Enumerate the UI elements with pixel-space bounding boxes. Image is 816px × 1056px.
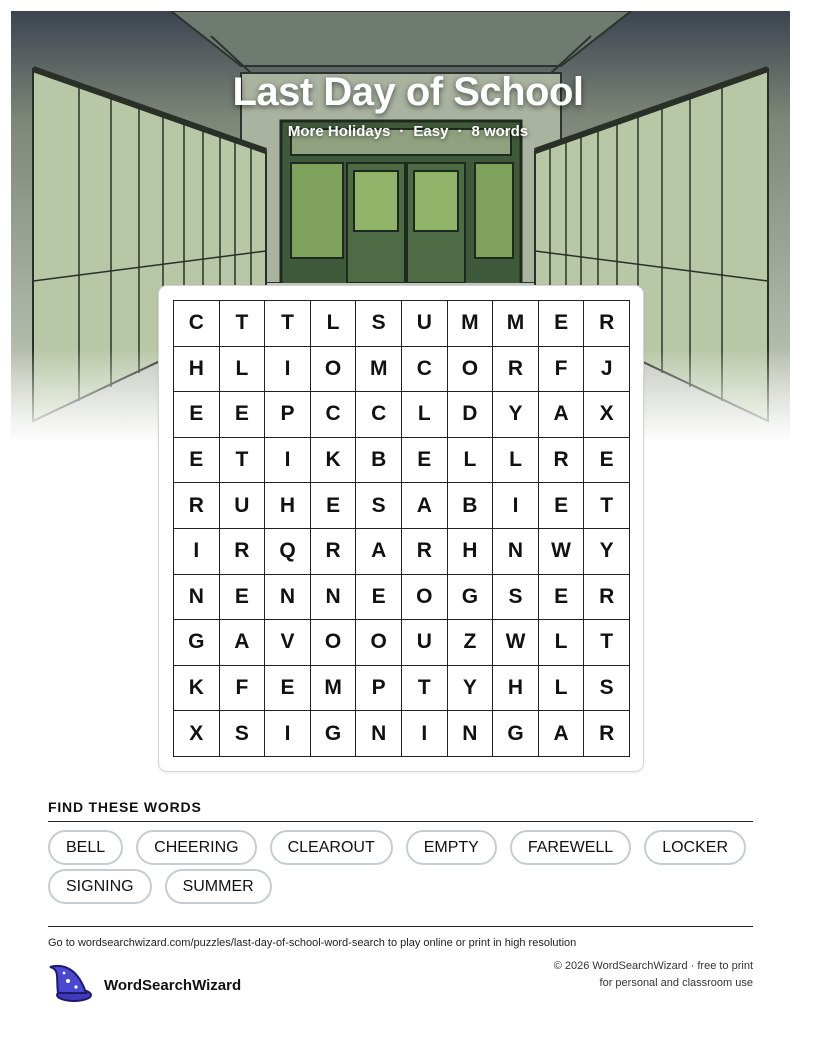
grid-cell[interactable]: G — [311, 711, 357, 757]
grid-cell[interactable]: R — [311, 529, 357, 575]
grid-cell[interactable]: K — [174, 666, 220, 712]
meta-separator: · — [399, 123, 405, 140]
grid-cell[interactable]: A — [539, 392, 585, 438]
grid-cell[interactable]: I — [265, 347, 311, 393]
footer-link[interactable]: Go to wordsearchwizard.com/puzzles/last-day-of-school-word-search to play online or print in high resolution — [48, 937, 577, 949]
grid-cell[interactable]: H — [493, 666, 539, 712]
grid-cell[interactable]: W — [493, 620, 539, 666]
grid-cell[interactable]: E — [539, 483, 585, 529]
divider — [48, 926, 753, 927]
grid-cell[interactable]: F — [220, 666, 266, 712]
category-link[interactable]: More Holidays — [287, 123, 391, 140]
grid-cell[interactable]: H — [265, 483, 311, 529]
grid-cell[interactable]: E — [584, 438, 630, 484]
grid-cell[interactable]: L — [220, 347, 266, 393]
grid-cell[interactable]: O — [448, 347, 494, 393]
grid-cell[interactable]: G — [174, 620, 220, 666]
grid-cell[interactable]: S — [584, 666, 630, 712]
grid-cell[interactable]: Y — [493, 392, 539, 438]
grid-cell[interactable]: I — [265, 438, 311, 484]
grid-cell[interactable]: R — [539, 438, 585, 484]
word-list — [48, 830, 753, 904]
grid-cell[interactable]: E — [174, 392, 220, 438]
letter-grid[interactable] — [173, 300, 630, 757]
grid-cell[interactable]: B — [356, 438, 402, 484]
word-pill: CLEAROUT — [270, 830, 393, 865]
grid-cell[interactable]: T — [584, 620, 630, 666]
grid-cell[interactable]: M — [356, 347, 402, 393]
grid-cell[interactable]: E — [539, 301, 585, 347]
grid-cell[interactable]: E — [356, 575, 402, 621]
difficulty-label: Easy — [413, 123, 449, 140]
grid-cell[interactable]: L — [311, 301, 357, 347]
grid-cell[interactable]: K — [311, 438, 357, 484]
puzzle-grid-card — [158, 285, 644, 772]
grid-cell[interactable]: Y — [584, 529, 630, 575]
grid-cell[interactable]: H — [174, 347, 220, 393]
grid-cell[interactable]: Y — [448, 666, 494, 712]
grid-cell[interactable]: A — [220, 620, 266, 666]
grid-cell[interactable]: F — [539, 347, 585, 393]
grid-cell[interactable]: T — [584, 483, 630, 529]
grid-cell[interactable]: U — [402, 620, 448, 666]
grid-cell[interactable]: L — [539, 666, 585, 712]
grid-cell[interactable]: P — [265, 392, 311, 438]
grid-cell[interactable]: B — [448, 483, 494, 529]
grid-cell[interactable]: V — [265, 620, 311, 666]
grid-cell[interactable]: Z — [448, 620, 494, 666]
grid-cell[interactable]: E — [220, 575, 266, 621]
grid-cell[interactable]: M — [448, 301, 494, 347]
grid-cell[interactable]: A — [356, 529, 402, 575]
grid-cell[interactable]: M — [311, 666, 357, 712]
grid-cell[interactable]: T — [220, 438, 266, 484]
grid-cell[interactable]: R — [220, 529, 266, 575]
grid-cell[interactable]: S — [220, 711, 266, 757]
grid-cell[interactable]: E — [539, 575, 585, 621]
word-list-heading: FIND THESE WORDS — [48, 799, 202, 815]
grid-cell[interactable]: I — [402, 711, 448, 757]
grid-cell[interactable]: E — [265, 666, 311, 712]
grid-cell[interactable]: M — [493, 301, 539, 347]
grid-cell[interactable]: R — [584, 301, 630, 347]
grid-cell[interactable]: E — [311, 483, 357, 529]
grid-cell[interactable]: P — [356, 666, 402, 712]
grid-cell[interactable]: C — [311, 392, 357, 438]
grid-cell[interactable]: C — [356, 392, 402, 438]
grid-cell[interactable]: I — [493, 483, 539, 529]
grid-cell[interactable]: N — [174, 575, 220, 621]
grid-cell[interactable]: A — [402, 483, 448, 529]
grid-cell[interactable]: S — [493, 575, 539, 621]
grid-cell[interactable]: G — [448, 575, 494, 621]
grid-cell[interactable]: D — [448, 392, 494, 438]
grid-cell[interactable]: Q — [265, 529, 311, 575]
word-pill: SUMMER — [165, 869, 272, 904]
divider — [48, 821, 753, 822]
grid-cell[interactable]: I — [265, 711, 311, 757]
grid-cell[interactable]: X — [584, 392, 630, 438]
word-pill: CHEERING — [136, 830, 256, 865]
grid-cell[interactable]: R — [174, 483, 220, 529]
grid-cell[interactable]: I — [174, 529, 220, 575]
grid-cell[interactable]: R — [493, 347, 539, 393]
grid-cell[interactable]: W — [539, 529, 585, 575]
grid-cell[interactable]: T — [265, 301, 311, 347]
grid-cell[interactable]: A — [539, 711, 585, 757]
word-pill: LOCKER — [644, 830, 746, 865]
grid-cell[interactable]: G — [493, 711, 539, 757]
grid-cell[interactable]: O — [311, 347, 357, 393]
grid-cell[interactable]: C — [402, 347, 448, 393]
grid-cell[interactable]: T — [402, 666, 448, 712]
word-pill: BELL — [48, 830, 123, 865]
word-pill: EMPTY — [406, 830, 497, 865]
grid-cell[interactable]: L — [402, 392, 448, 438]
grid-cell[interactable]: N — [493, 529, 539, 575]
grid-cell[interactable]: R — [584, 575, 630, 621]
grid-cell[interactable]: S — [356, 301, 402, 347]
grid-cell[interactable]: S — [356, 483, 402, 529]
grid-cell[interactable]: J — [584, 347, 630, 393]
wizard-hat-icon — [48, 963, 92, 1008]
grid-cell[interactable]: L — [448, 438, 494, 484]
brand[interactable] — [48, 963, 241, 1008]
meta-separator: · — [457, 123, 463, 140]
copyright-notice: © 2026 WordSearchWizard · free to print for personal and classroom use — [553, 960, 753, 989]
puzzle-title: Last Day of School — [232, 70, 584, 114]
brand-name: WordSearchWizard — [104, 977, 242, 994]
grid-cell[interactable]: O — [356, 620, 402, 666]
grid-cell[interactable]: U — [402, 301, 448, 347]
grid-cell[interactable]: H — [448, 529, 494, 575]
grid-cell[interactable]: N — [311, 575, 357, 621]
grid-cell[interactable]: R — [584, 711, 630, 757]
word-pill: FAREWELL — [510, 830, 631, 865]
word-count-label: 8 words — [471, 123, 529, 140]
grid-cell[interactable]: R — [402, 529, 448, 575]
grid-cell[interactable]: E — [402, 438, 448, 484]
grid-cell[interactable]: L — [539, 620, 585, 666]
grid-cell[interactable]: L — [493, 438, 539, 484]
grid-cell[interactable]: T — [220, 301, 266, 347]
grid-cell[interactable]: C — [174, 301, 220, 347]
grid-cell[interactable]: N — [265, 575, 311, 621]
grid-cell[interactable]: O — [311, 620, 357, 666]
puzzle-meta — [0, 123, 816, 140]
grid-cell[interactable]: N — [356, 711, 402, 757]
grid-cell[interactable]: O — [402, 575, 448, 621]
grid-cell[interactable]: E — [220, 392, 266, 438]
grid-cell[interactable]: X — [174, 711, 220, 757]
grid-cell[interactable]: E — [174, 438, 220, 484]
grid-cell[interactable]: N — [448, 711, 494, 757]
grid-cell[interactable]: U — [220, 483, 266, 529]
word-pill: SIGNING — [48, 869, 152, 904]
